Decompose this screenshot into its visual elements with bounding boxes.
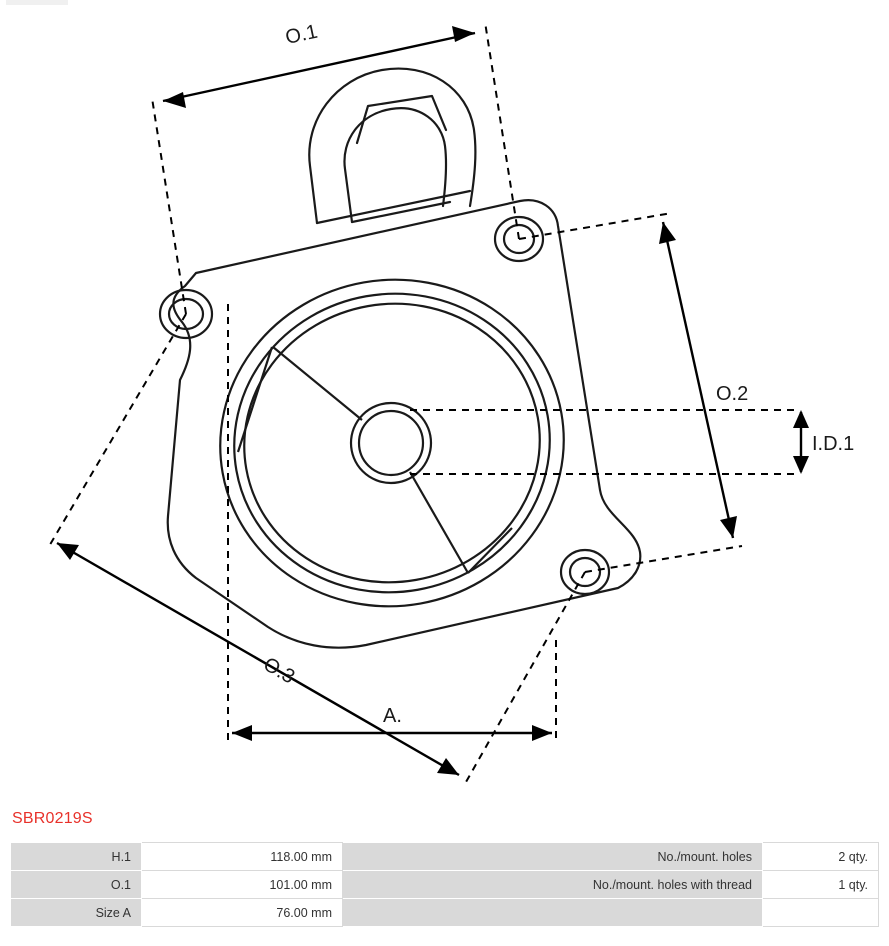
- dimension-label-o1: O.1: [283, 20, 320, 49]
- table-row: [11, 871, 879, 899]
- spec-label: O.1: [11, 871, 142, 899]
- dimension-o2: [659, 222, 748, 538]
- dimension-label-a: A.: [383, 705, 402, 727]
- spec-value-2: 1 qty.: [763, 871, 879, 899]
- dimension-id1: [793, 410, 854, 474]
- spec-value-2-empty: [763, 899, 879, 927]
- part-code: SBR0219S: [12, 810, 93, 827]
- dimension-o3: [57, 543, 459, 775]
- dimension-extension-lines: [48, 22, 800, 782]
- table-row: [11, 899, 879, 927]
- dimension-label-o2: O.2: [716, 383, 749, 405]
- hub-spokes: [238, 347, 512, 573]
- spec-value: 118.00 mm: [142, 843, 343, 871]
- spec-value-2: 2 qty.: [763, 843, 879, 871]
- dimension-o1: [163, 21, 475, 108]
- dimension-label-id1: I.D.1: [812, 433, 855, 455]
- specification-table: [10, 842, 879, 927]
- hub-bore: [351, 403, 431, 483]
- spec-value: 101.00 mm: [142, 871, 343, 899]
- spec-label-2-empty: [343, 899, 763, 927]
- spec-label: H.1: [11, 843, 142, 871]
- spec-value: 76.00 mm: [142, 899, 343, 927]
- mounting-eye: [309, 69, 475, 223]
- bearing-seat-circles: [194, 253, 589, 634]
- spec-label-2: No./mount. holes: [343, 843, 763, 871]
- dimension-label-o3: O.3: [259, 653, 299, 689]
- spec-label-2: No./mount. holes with thread: [343, 871, 763, 899]
- table-row: [11, 843, 879, 871]
- spec-label: Size A: [11, 899, 142, 927]
